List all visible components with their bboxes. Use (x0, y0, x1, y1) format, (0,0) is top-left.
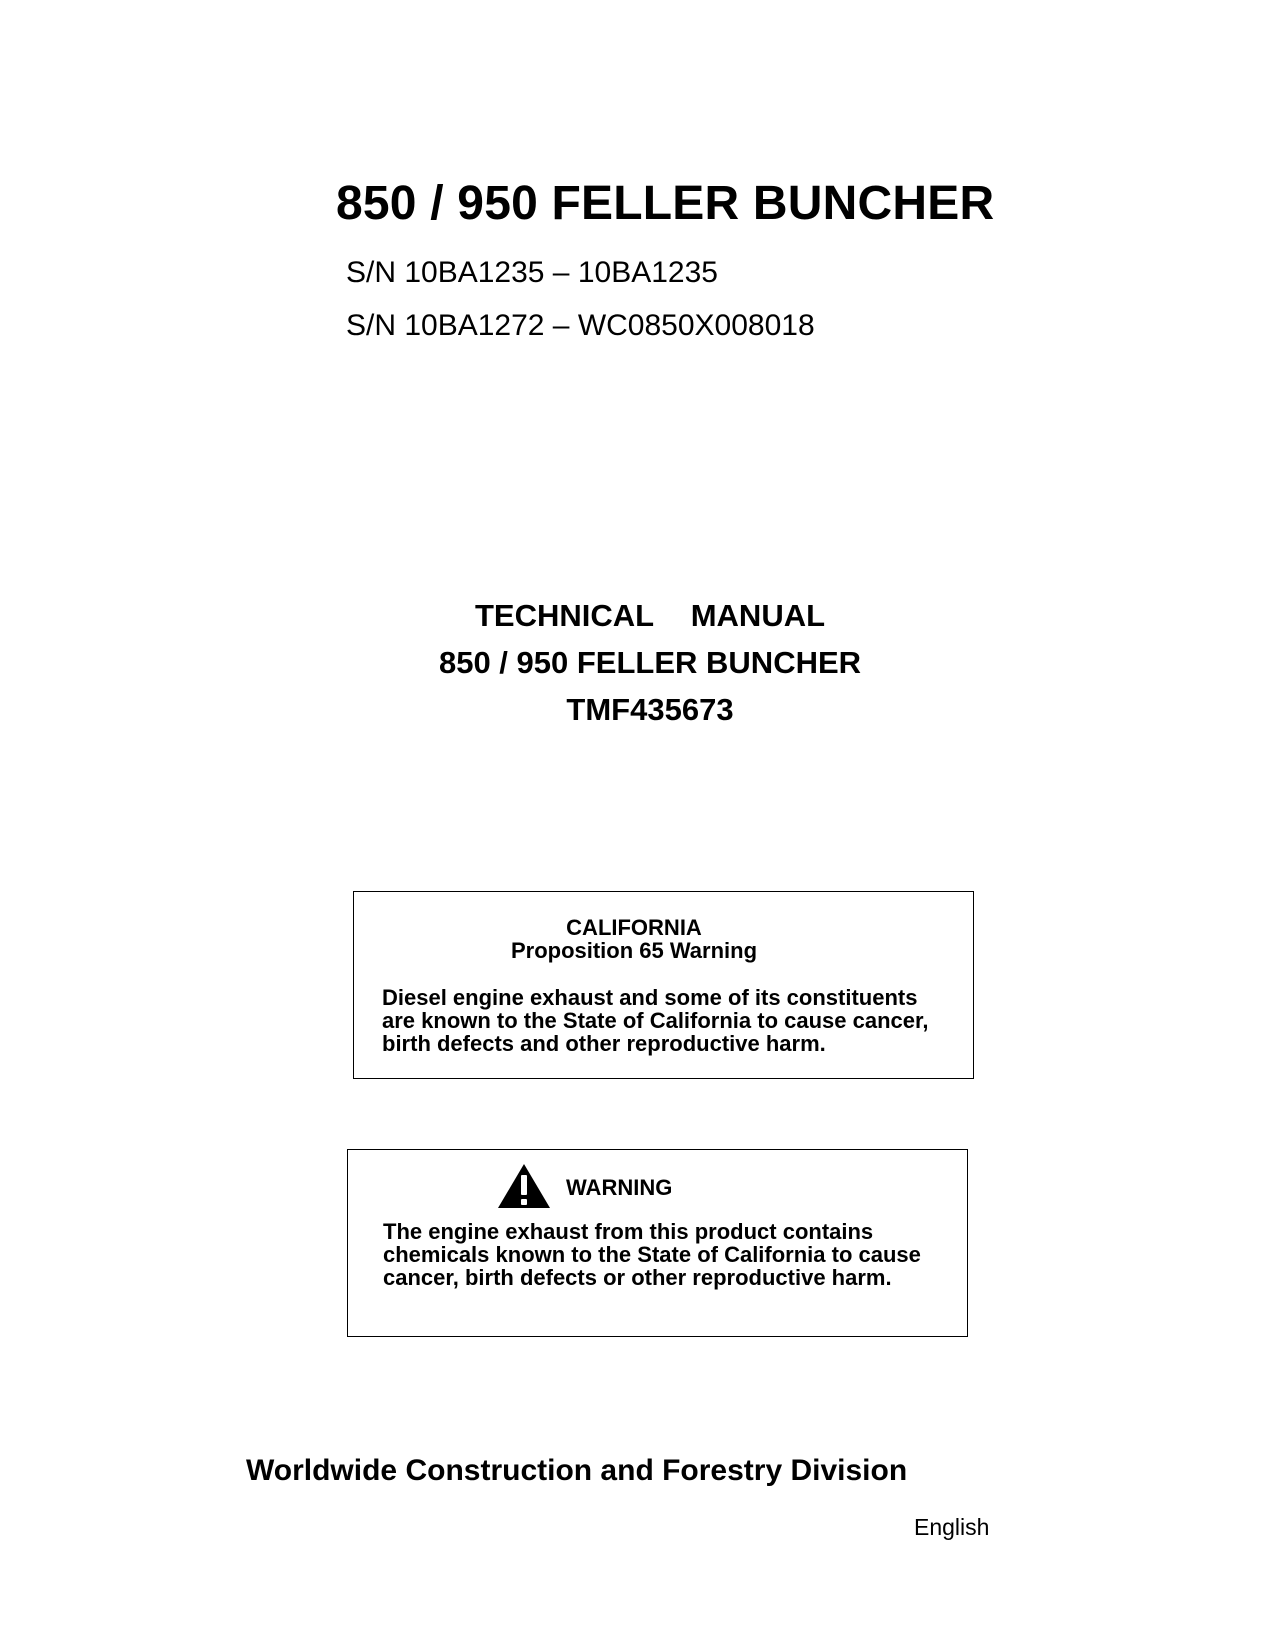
warning-body-text (383, 1220, 921, 1289)
serial-range-2: S/N 10BA1272 – WC0850X008018 (346, 309, 815, 342)
warning-body-line: cancer, birth defects or other reproductive harm. (383, 1265, 892, 1290)
prop65-body-line: are known to the State of California to cause cancer, (382, 1008, 929, 1033)
manual-type-label: TECHNICAL MANUAL (474, 598, 826, 633)
document-title: 850 / 950 FELLER BUNCHER (336, 177, 995, 230)
warning-body-line: The engine exhaust from this product contains (383, 1219, 874, 1244)
warning-label: WARNING (566, 1175, 673, 1200)
warning-triangle-icon (496, 1162, 552, 1210)
prop65-body-line: Diesel engine exhaust and some of its constituents (382, 985, 918, 1010)
prop65-body-line: birth defects and other reproductive harm. (382, 1031, 826, 1056)
manual-number: TMF435673 (566, 692, 734, 727)
serial-range-1: S/N 10BA1235 – 10BA1235 (346, 256, 718, 289)
prop65-body-text (382, 986, 928, 1055)
division-name: Worldwide Construction and Forestry Division (246, 1454, 908, 1487)
prop65-heading-title: Proposition 65 Warning (510, 938, 758, 963)
prop65-heading-state: CALIFORNIA (566, 915, 702, 940)
manual-product-name: 850 / 950 FELLER BUNCHER (438, 645, 862, 680)
language-label: English (914, 1514, 990, 1540)
warning-body-line: chemicals known to the State of California to cause (383, 1242, 921, 1267)
prop65-warning-box (353, 891, 974, 1079)
exhaust-warning-box (347, 1149, 968, 1337)
